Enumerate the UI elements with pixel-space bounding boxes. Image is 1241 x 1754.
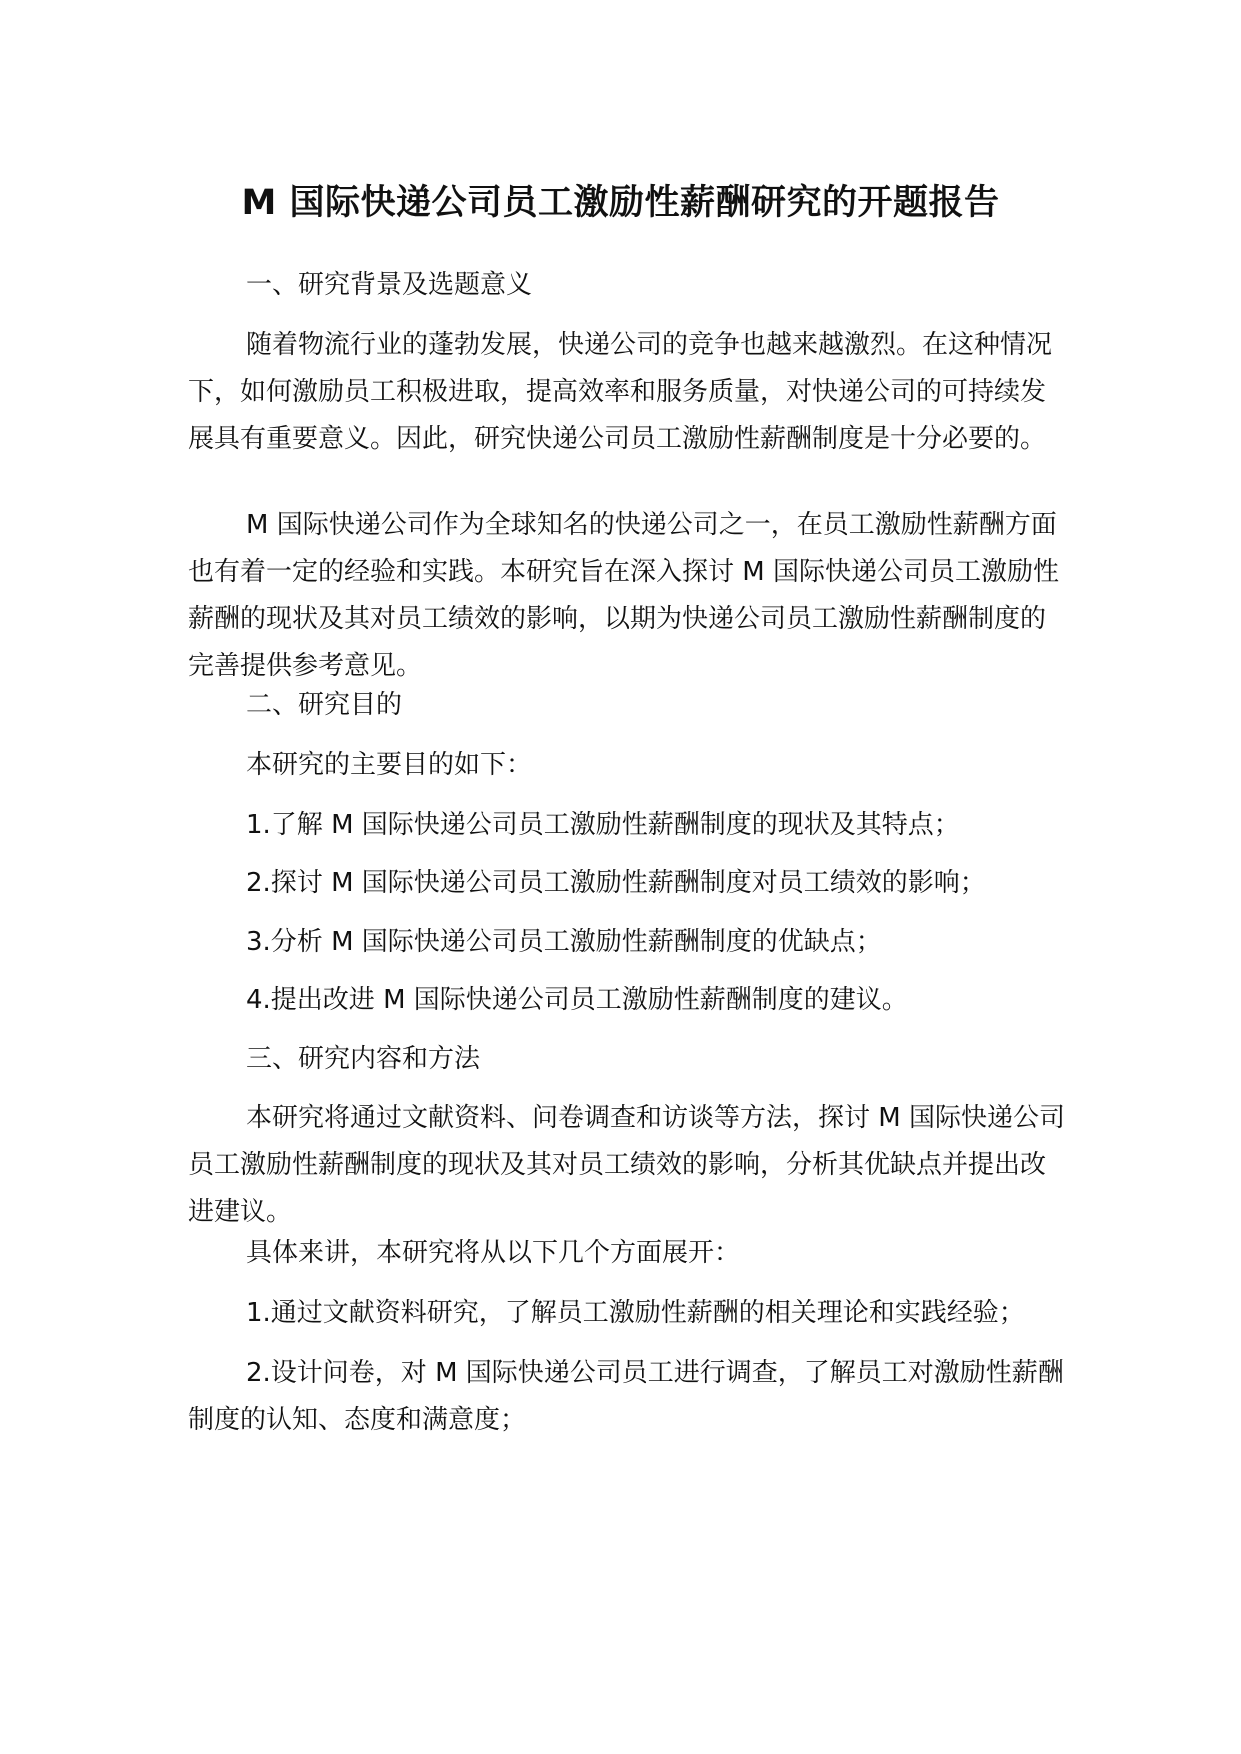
- body-paragraph: 具体来讲，本研究将从以下几个方面展开：: [246, 1238, 741, 1268]
- body-paragraph: 随着物流行业的蓬勃发展，快递公司的竞争也越来越激烈。在这种情况下，如何激励员工积极进取，提高效率和服务质量，对快递公司的可持续发展具有重要意义。因此，研究快递公司员工激励性薪酬制度是十分必要的。: [188, 330, 1053, 454]
- section-heading-3: 三、研究内容和方法: [246, 1044, 481, 1074]
- body-paragraph: M 国际快递公司作为全球知名的快递公司之一，在员工激励性薪酬方面也有着一定的经验和实践。本研究旨在深入探讨 M 国际快递公司员工激励性薪酬的现状及其对员工绩效的影响，以期为快递公司员工激励性薪酬制度的完善提供参考意见。: [188, 510, 1059, 681]
- list-item: 2.设计问卷，对 M 国际快递公司员工进行调查，了解员工对激励性薪酬制度的认知、态度和满意度；: [188, 1358, 1064, 1435]
- list-item: 1.了解 M 国际快递公司员工激励性薪酬制度的现状及其特点；: [246, 810, 960, 840]
- list-item: 1.通过文献资料研究，了解员工激励性薪酬的相关理论和实践经验；: [246, 1298, 1025, 1328]
- body-paragraph: 本研究的主要目的如下：: [246, 750, 533, 780]
- list-item: 4.提出改进 M 国际快递公司员工激励性薪酬制度的建议。: [246, 985, 908, 1015]
- document-title: M 国际快递公司员工激励性薪酬研究的开题报告: [241, 183, 1000, 223]
- list-item: 3.分析 M 国际快递公司员工激励性薪酬制度的优缺点；: [246, 927, 882, 957]
- section-heading-1: 一、研究背景及选题意义: [246, 270, 533, 300]
- section-heading-2: 二、研究目的: [246, 690, 403, 720]
- body-paragraph: 本研究将通过文献资料、问卷调查和访谈等方法，探讨 M 国际快递公司员工激励性薪酬制度的现状及其对员工绩效的影响，分析其优缺点并提出改进建议。: [188, 1103, 1065, 1227]
- list-item: 2.探讨 M 国际快递公司员工激励性薪酬制度对员工绩效的影响；: [246, 868, 986, 898]
